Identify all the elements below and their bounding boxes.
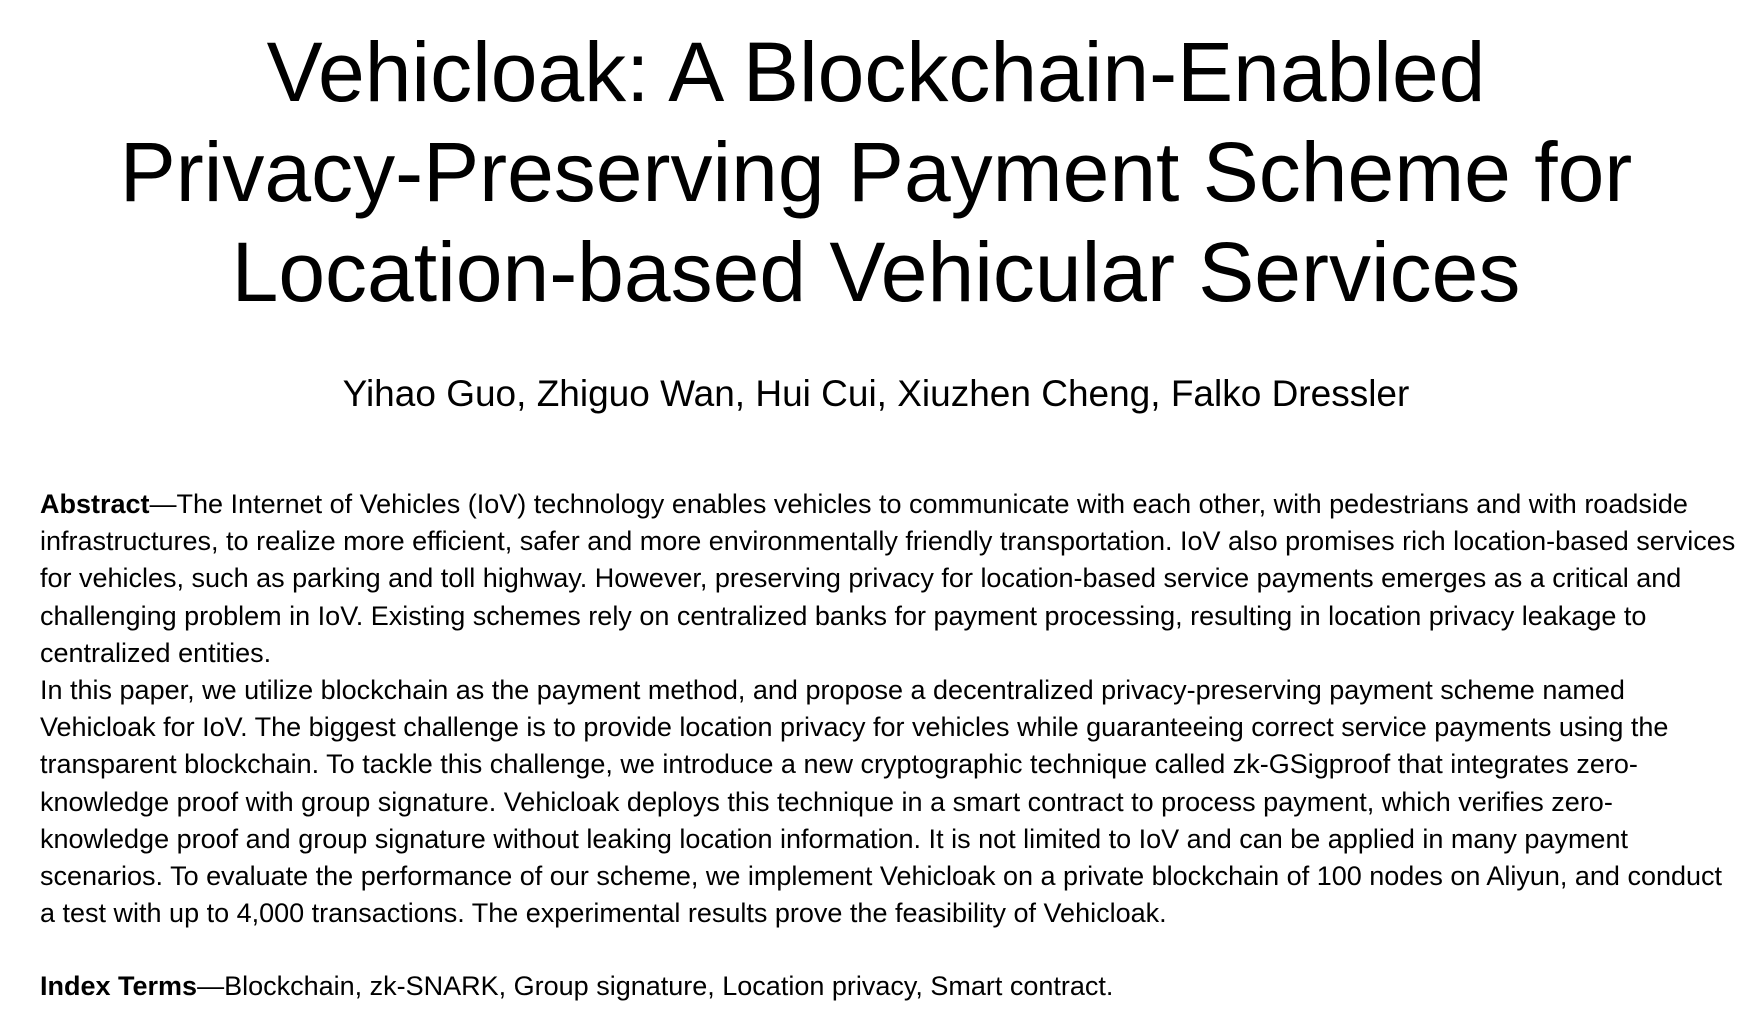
title-line-2: Privacy-Preserving Payment Scheme for — [119, 125, 1633, 219]
author-list: Yihao Guo, Zhiguo Wan, Hui Cui, Xiuzhen Cheng, Falko Dressler — [342, 373, 1410, 414]
abstract-text-1: The Internet of Vehicles (IoV) technology enables vehicles to communicate with each other, with pedestrians and with roadside infrastructures, to realize more efficient, safer and more environmentally friendly transportation. IoV also promises rich location-based services for vehicles, such as parking and toll highway. However, preserving privacy for location-based service payments emerges as a critical and challenging problem in IoV. Existing schemes rely on centralized banks for payment processing, resulting in location privacy leakage to centralized entities. — [40, 489, 1736, 668]
abstract-dash: — — [149, 489, 177, 519]
abstract-paragraph-2: In this paper, we utilize blockchain as the payment method, and propose a decentralized privacy-preserving payment scheme named Vehicloak for IoV. The biggest challenge is to provide location privacy for vehicles while guaranteeing correct service payments using the transparent blockchain. To tackle this challenge, we introduce a new cryptographic technique called zk-GSigproof that integrates zero-knowledge proof with group signature. Vehicloak deploys this technique in a smart contract to process payment, which verifies zero-knowledge proof and group signature without leaking location information. It is not limited to IoV and can be applied in many payment scenarios. To evaluate the performance of our scheme, we implement Vehicloak on a private blockchain of 100 nodes on Aliyun, and conduct a test with up to 4,000 transactions. The experimental results prove the feasibility of Vehicloak. — [40, 675, 1723, 929]
title-line-3: Location-based Vehicular Services — [231, 225, 1521, 319]
title-line-1: Vehicloak: A Blockchain-Enabled — [266, 25, 1486, 119]
abstract-label: Abstract — [40, 489, 150, 519]
paper-title — [0, 22, 1752, 322]
abstract-section — [40, 486, 1740, 932]
index-terms-section — [40, 968, 1740, 1005]
index-terms-label: Index Terms — [40, 971, 198, 1001]
index-terms-dash: — — [197, 971, 225, 1001]
index-terms-text: Blockchain, zk-SNARK, Group signature, Location privacy, Smart contract. — [224, 971, 1114, 1001]
abstract-paragraph-1 — [40, 486, 1740, 672]
